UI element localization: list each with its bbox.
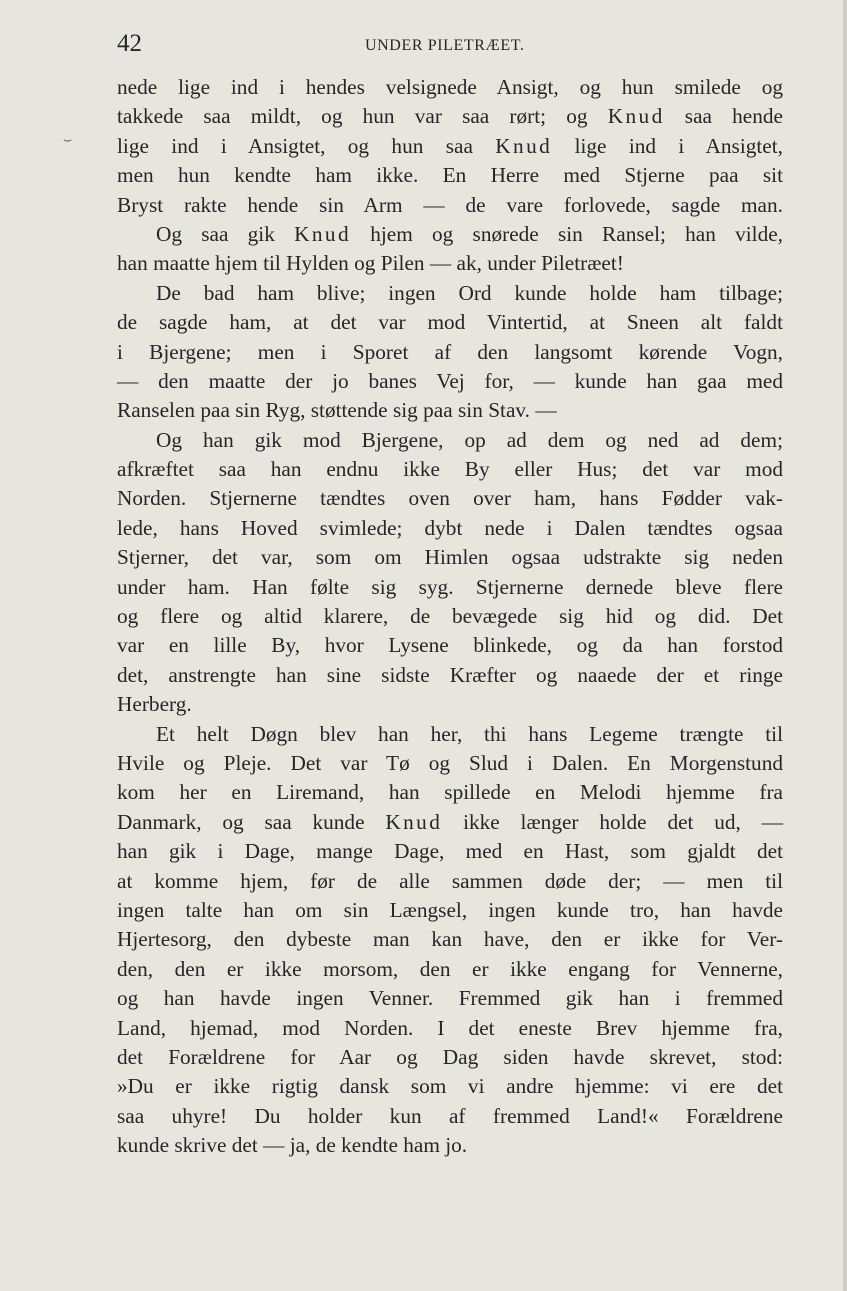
- line-text: de sagde ham, at det var mod Vintertid, at Sneen alt faldt: [117, 310, 783, 335]
- text-line: [117, 338, 783, 367]
- line-text: men hun kendte ham ikke. En Herre med Stjerne paa sit: [117, 163, 783, 188]
- line-text: Herberg.: [117, 692, 192, 717]
- line-text: lige ind i Ansigtet, og hun saa: [117, 133, 496, 158]
- line-text: Bryst rakte hende sin Arm — de vare forlovede, sagde man.: [117, 192, 783, 217]
- page-number: 42: [117, 30, 142, 57]
- spaced-name: Knud: [385, 809, 443, 834]
- line-text: og flere og altid klarere, de bevægede sig hid og did. Det: [117, 604, 783, 629]
- text-line: [117, 1102, 783, 1131]
- spaced-name: Knud: [607, 104, 665, 129]
- text-line: [117, 543, 783, 572]
- spaced-name: Knud: [294, 221, 352, 246]
- line-text: — den maatte der jo banes Vej for, — kunde han gaa med: [117, 368, 783, 393]
- line-text: Og saa gik: [156, 221, 295, 246]
- page-edge: [843, 0, 847, 1291]
- text-line: [117, 984, 783, 1013]
- running-head: UNDER PILETRÆET.: [365, 37, 525, 54]
- line-text: Danmark, og saa kunde: [117, 809, 386, 834]
- line-text-after: hjem og snørede sin Ransel; han vilde,: [351, 221, 783, 246]
- line-text: Et helt Døgn blev han her, thi hans Legeme trængte til: [156, 721, 783, 746]
- text-line: [117, 484, 783, 513]
- line-text: De bad ham blive; ingen Ord kunde holde ham tilbage;: [156, 280, 783, 305]
- line-text: Ranselen paa sin Ryg, støttende sig paa sin Stav. —: [117, 398, 557, 423]
- text-line: [117, 1072, 783, 1101]
- text-line: [117, 308, 783, 337]
- line-text-after: lige ind i Ansigtet,: [552, 133, 784, 158]
- line-text: nede lige ind i hendes velsignede Ansigt, og hun smilede og: [117, 75, 783, 99]
- paragraph: [117, 279, 783, 426]
- spaced-name: Knud: [495, 133, 553, 158]
- text-line: [117, 690, 783, 719]
- text-line: [117, 896, 783, 925]
- text-line: [117, 867, 783, 896]
- text-line: [117, 191, 783, 220]
- body-text: [117, 73, 783, 1160]
- text-line: [117, 955, 783, 984]
- paragraph: [117, 720, 783, 1161]
- text-line: [117, 455, 783, 484]
- text-line: [117, 161, 783, 190]
- line-text: »Du er ikke rigtig dansk som vi andre hjemme: vi ere det: [117, 1074, 783, 1099]
- margin-mark: ⌣: [63, 133, 73, 148]
- text-line: [117, 73, 783, 102]
- text-line: [117, 661, 783, 690]
- line-text-after: ikke længer holde det ud, —: [442, 809, 783, 834]
- text-line: [117, 249, 783, 278]
- line-text: i Bjergene; men i Sporet af den langsomt kørende Vogn,: [117, 339, 783, 364]
- text-line: [117, 778, 783, 807]
- line-text: ingen talte han om sin Længsel, ingen kunde tro, han havde: [117, 897, 783, 922]
- line-text: han gik i Dage, mange Dage, med en Hast, som gjaldt det: [117, 839, 783, 864]
- line-text: Hvile og Pleje. Det var Tø og Slud i Dalen. En Morgenstund: [117, 750, 783, 775]
- line-text: afkræftet saa han endnu ikke By eller Hus; det var mod: [117, 457, 783, 482]
- line-text: at komme hjem, før de alle sammen døde der; — men til: [117, 868, 783, 893]
- text-line: [117, 1014, 783, 1043]
- line-text: var en lille By, hvor Lysene blinkede, og da han forstod: [117, 633, 783, 658]
- line-text: under ham. Han følte sig syg. Stjernerne dernede bleve flere: [117, 574, 783, 599]
- text-line: [117, 220, 783, 249]
- line-text: Hjertesorg, den dybeste man kan have, den er ikke for Ver-: [117, 927, 783, 952]
- text-line: [117, 749, 783, 778]
- line-text: takkede saa mildt, og hun var saa rørt; og: [117, 104, 608, 129]
- paragraph: [117, 426, 783, 720]
- text-line: [117, 925, 783, 954]
- line-text: han maatte hjem til Hylden og Pilen — ak, under Piletræet!: [117, 251, 624, 276]
- line-text: kunde skrive det — ja, de kendte ham jo.: [117, 1133, 468, 1158]
- line-text: Norden. Stjernerne tændtes oven over ham, hans Fødder vak-: [117, 486, 783, 511]
- line-text: Land, hjemad, mod Norden. I det eneste Brev hjemme fra,: [117, 1015, 783, 1040]
- line-text: Og han gik mod Bjergene, op ad dem og ned ad dem;: [156, 427, 783, 452]
- line-text: lede, hans Hoved svimlede; dybt nede i Dalen tændtes ogsaa: [117, 515, 783, 540]
- line-text: det, anstrengte han sine sidste Kræfter og naaede der et ringe: [117, 662, 783, 687]
- line-text: det Forældrene for Aar og Dag siden havde skrevet, stod:: [117, 1044, 783, 1069]
- text-line: [117, 573, 783, 602]
- text-line: [117, 1043, 783, 1072]
- text-line: [117, 837, 783, 866]
- text-line: [117, 808, 783, 837]
- text-line: [117, 396, 783, 425]
- text-line: [117, 132, 783, 161]
- text-line: [117, 720, 783, 749]
- text-line: [117, 367, 783, 396]
- text-line: [117, 102, 783, 131]
- paragraph: [117, 73, 783, 220]
- text-line: [117, 602, 783, 631]
- text-line: [117, 514, 783, 543]
- paragraph: [117, 220, 783, 279]
- text-line: [117, 279, 783, 308]
- text-line: [117, 631, 783, 660]
- text-line: [117, 1131, 783, 1160]
- line-text: Stjerner, det var, som om Himlen ogsaa udstrakte sig neden: [117, 545, 783, 570]
- line-text: saa uhyre! Du holder kun af fremmed Land!« Forældrene: [117, 1103, 783, 1128]
- text-line: [117, 426, 783, 455]
- line-text: kom her en Liremand, han spillede en Melodi hjemme fra: [117, 780, 783, 805]
- line-text: den, den er ikke morsom, den er ikke engang for Vennerne,: [117, 956, 783, 981]
- line-text: og han havde ingen Venner. Fremmed gik han i fremmed: [117, 986, 783, 1011]
- line-text-after: saa hende: [664, 104, 783, 129]
